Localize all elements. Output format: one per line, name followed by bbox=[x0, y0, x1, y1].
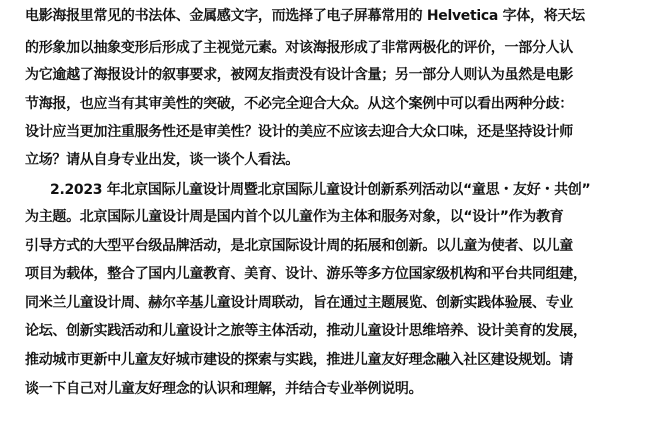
paragraph-start-line: 2.2023 年北京国际儿童设计周暨北京国际儿童设计创新系列活动以“童思・友好・共创” bbox=[50, 182, 591, 198]
text-line: 的形象加以抽象变形后形成了主视觉元素。对该海报形成了非常两极化的评价，一部分人认 bbox=[25, 40, 573, 56]
text-line: 节海报，也应当有其审美性的突破，不必完全迎合大众。从这个案例中可以看出两种分歧： bbox=[25, 96, 573, 112]
text-line: 立场？请从自身专业出发，谈一谈个人看法。 bbox=[25, 152, 299, 168]
text-line: 设计应当更加注重服务性还是审美性？设计的美应不应该去迎合大众口味，还是坚持设计师 bbox=[25, 124, 573, 140]
text-line: 谈一下自己对儿童友好理念的认识和理解，并结合专业举例说明。 bbox=[25, 381, 423, 397]
text-line: 同米兰儿童设计周、赫尔辛基儿童设计周联动，旨在通过主题展览、创新实践体验展、专业 bbox=[25, 295, 573, 311]
text-line: 推动城市更新中儿童友好城市建设的探索与实践，推进儿童友好理念融入社区建设规划。请 bbox=[25, 352, 573, 368]
text-line: 论坛、创新实践活动和儿童设计之旅等主体活动，推动儿童设计思维培养、设计美育的发展， bbox=[25, 323, 587, 339]
text-line: 引导方式的大型平台级品牌活动，是北京国际设计周的拓展和创新。以儿童为使者、以儿童 bbox=[25, 238, 573, 254]
text-line: 电影海报里常见的书法体、金属感文字，而选择了电子屏幕常用的 Helvetica 字体，将天坛 bbox=[25, 8, 585, 24]
text-line: 为它逾越了海报设计的叙事要求，被网友指责没有设计含量；另一部分人则认为虽然是电影 bbox=[25, 67, 573, 83]
text-line: 项目为载体，整合了国内儿童教育、美育、设计、游乐等多方位国家级机构和平台共同组建， bbox=[25, 266, 587, 282]
text-line: 为主题。北京国际儿童设计周是国内首个以儿童作为主体和服务对象，以“设计”作为教育 bbox=[25, 209, 564, 225]
